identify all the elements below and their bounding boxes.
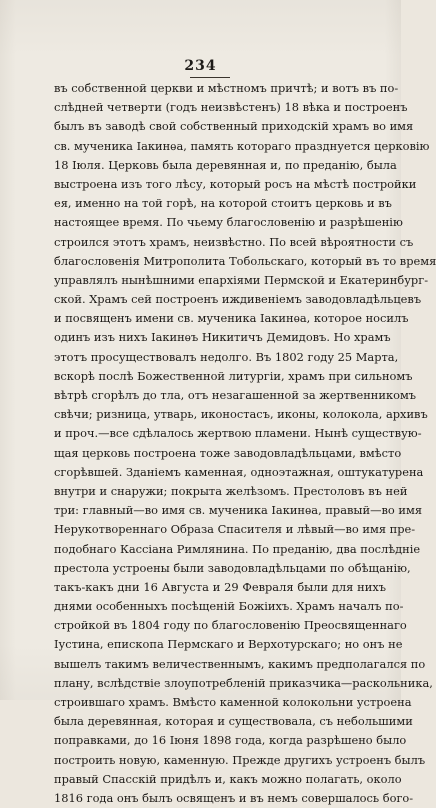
text-line: три: главный—во имя св. мученика Іакинѳа, правый—во имя	[54, 503, 423, 518]
text-line: строился этотъ храмъ, неизвѣстно. По всей вѣроятности съ	[54, 234, 414, 249]
text-line: ской. Храмъ сей построенъ иждивеніемъ заводовладѣльцевъ	[54, 292, 422, 307]
text-line: поправками, до 16 Іюня 1898 года, когда разрѣшено было	[54, 733, 407, 748]
text-line: вѣтрѣ сгорѣлъ до тла, отъ незагашенной за жертвенникомъ	[54, 388, 417, 402]
text-line: управлялъ нынѣшними епархіями Пермской и Екатеринбург-	[54, 272, 429, 287]
text-line: благословенія Митрополита Тобольскаго, который въ то время	[54, 253, 436, 268]
text-line: свѣчи; ризница, утварь, иконостасъ, иконы, колокола, архивъ	[54, 407, 428, 422]
text-line: стройкой въ 1804 году по благословенію Преосвященнаго	[54, 618, 407, 633]
text-line: настоящее время. По чьему благословенію и разрѣшенію	[54, 215, 403, 230]
text-line: слѣдней четверти (годъ неизвѣстенъ) 18 вѣка и построенъ	[54, 100, 408, 115]
text-line: подобнаго Кассіана Римлянина. По преданію, два послѣдніе	[54, 541, 421, 556]
text-line: была деревянная, которая и существовала, съ небольшими	[54, 714, 413, 729]
text-line: правый Спасскій придѣлъ и, какъ можно полагать, около	[54, 771, 402, 786]
text-line: св. мученика Іакинѳа, память котораго празднуется церковію	[54, 138, 430, 153]
page-number: 234	[184, 58, 217, 74]
text-line: такъ-какъ дни 16 Августа и 29 Февраля были для нихъ	[54, 579, 386, 594]
text-line: и проч.—все сдѣлалось жертвою пламени. Нынѣ существую-	[54, 426, 422, 441]
text-line: былъ въ заводѣ свой собственный приходскій храмъ во имя	[54, 119, 414, 134]
text-line: въ собственной церкви и мѣстномъ причтѣ; и вотъ въ по-	[54, 81, 399, 95]
text-line: построить новую, каменную. Прежде другихъ устроенъ былъ	[54, 752, 426, 767]
text-line: вышелъ такимъ величественнымъ, какимъ предполагался по	[54, 656, 426, 671]
text-line: этотъ просуществовалъ недолго. Въ 1802 году 25 Марта,	[54, 349, 399, 364]
text-line: вскорѣ послѣ Божественной литургіи, храмъ при сильномъ	[54, 368, 413, 383]
text-line: и посвященъ имени св. мученика Іакинѳа, которое носилъ	[54, 311, 409, 326]
text-line: ея, именно на той горѣ, на которой стоитъ церковь и въ	[54, 196, 392, 211]
text-line: одинъ изъ нихъ Іакинѳъ Никитичъ Демидовъ. Но храмъ	[54, 330, 391, 345]
text-line: сгорѣвшей. Зданіемъ каменная, одноэтажная, оштукатурена	[54, 464, 424, 479]
text-line: выстроена изъ того лѣсу, который росъ на мѣстѣ постройки	[54, 176, 417, 191]
text-line: днями особенныхъ посѣщеній Божіихъ. Храмъ началъ по-	[54, 599, 404, 614]
page-number-rule	[190, 77, 230, 78]
text-line: строившаго храмъ. Вмѣсто каменной колокольни устроена	[54, 695, 412, 709]
body-text	[54, 79, 436, 808]
text-line: престола устроены были заводовладѣльцами по обѣщанію,	[54, 560, 411, 575]
text-line: 18 Іюля. Церковь была деревянная и, по преданію, была	[54, 157, 397, 172]
text-line: плану, вслѣдствіе злоупотребленій приказчика—раскольника,	[54, 675, 433, 690]
text-line: 1816 года онъ былъ освященъ и въ немъ совершалось бого-	[54, 790, 414, 805]
text-line: Нерукотвореннаго Образа Спасителя и лѣвый—во имя пре-	[54, 522, 416, 537]
text-line: щая церковь построена тоже заводовладѣльцами, вмѣсто	[54, 445, 402, 460]
text-line: внутри и снаружи; покрыта желѣзомъ. Престоловъ въ ней	[54, 483, 408, 498]
text-line: Іустина, епископа Пермскаго и Верхотурскаго; но онъ не	[54, 637, 403, 652]
